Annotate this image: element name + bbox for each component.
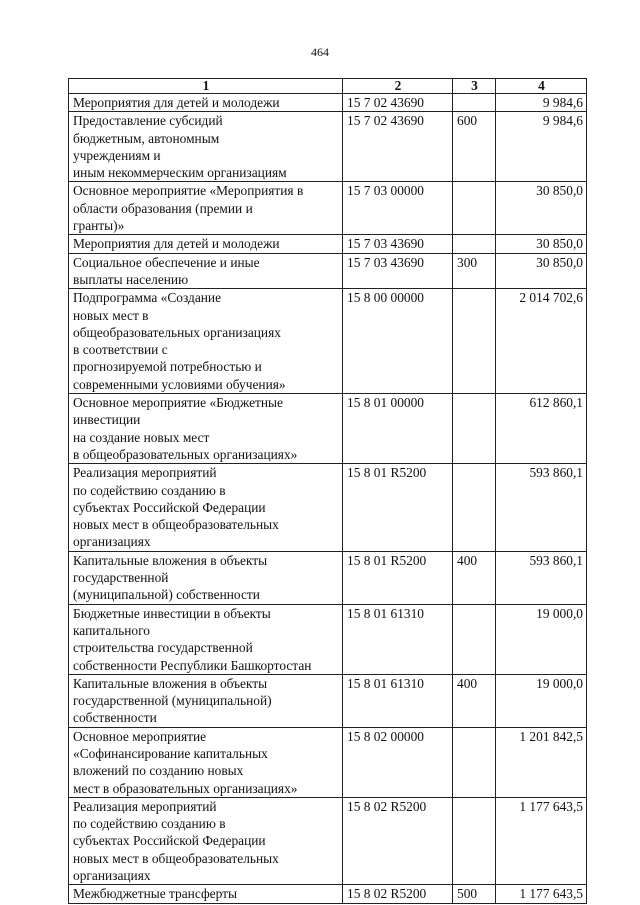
header-col-2: 2	[343, 79, 453, 94]
table-row	[69, 253, 587, 289]
table-row	[69, 551, 587, 604]
row-name: Предоставление субсидий бюджетным, автономным учреждениям и иным некоммерческим организациям	[69, 112, 343, 182]
table-row	[69, 464, 587, 551]
row-code: 15 8 01 00000	[343, 394, 453, 464]
row-name: Основное мероприятие «Бюджетные инвестиции на создание новых мест в общеобразовательных организациях»	[69, 394, 343, 464]
row-name: Бюджетные инвестиции в объекты капитального строительства государственной собственности Республики Башкортостан	[69, 604, 343, 674]
row-name: Подпрограмма «Создание новых мест в общеобразовательных организациях в соответствии с прогнозируемой потребностью и современными условиями обучения»	[69, 289, 343, 394]
row-sum: 30 850,0	[496, 253, 587, 289]
row-sum: 30 850,0	[496, 235, 587, 253]
header-col-3: 3	[453, 79, 496, 94]
row-kind	[453, 797, 496, 884]
table-body	[69, 94, 587, 904]
row-kind: 600	[453, 112, 496, 182]
row-code: 15 7 02 43690	[343, 112, 453, 182]
row-code: 15 8 01 R5200	[343, 464, 453, 551]
row-sum: 1 201 842,5	[496, 727, 587, 797]
table-row	[69, 394, 587, 464]
row-sum: 593 860,1	[496, 464, 587, 551]
row-code: 15 8 01 61310	[343, 604, 453, 674]
row-sum: 612 860,1	[496, 394, 587, 464]
row-code: 15 8 00 00000	[343, 289, 453, 394]
header-col-1: 1	[69, 79, 343, 94]
row-name: Капитальные вложения в объекты государственной (муниципальной) собственности	[69, 674, 343, 727]
row-sum: 2 014 702,6	[496, 289, 587, 394]
row-code: 15 7 03 43690	[343, 235, 453, 253]
row-code: 15 8 02 R5200	[343, 885, 453, 903]
table-row	[69, 797, 587, 884]
row-kind: 400	[453, 674, 496, 727]
table-row	[69, 885, 587, 903]
row-code: 15 7 03 43690	[343, 253, 453, 289]
row-kind	[453, 394, 496, 464]
row-kind	[453, 94, 496, 112]
row-kind	[453, 182, 496, 235]
table-row	[69, 604, 587, 674]
row-code: 15 8 01 61310	[343, 674, 453, 727]
row-kind	[453, 604, 496, 674]
header-col-4: 4	[496, 79, 587, 94]
row-sum: 19 000,0	[496, 674, 587, 727]
row-kind	[453, 464, 496, 551]
row-name: Реализация мероприятий по содействию созданию в субъектах Российской Федерации новых мест в общеобразовательных организациях	[69, 464, 343, 551]
row-sum: 30 850,0	[496, 182, 587, 235]
row-name: Мероприятия для детей и молодежи	[69, 235, 343, 253]
row-name: Социальное обеспечение и иные выплаты населению	[69, 253, 343, 289]
table-row	[69, 727, 587, 797]
row-sum: 9 984,6	[496, 94, 587, 112]
row-sum: 1 177 643,5	[496, 797, 587, 884]
row-kind	[453, 235, 496, 253]
row-kind	[453, 289, 496, 394]
row-code: 15 7 03 00000	[343, 182, 453, 235]
table-row	[69, 674, 587, 727]
row-name: Капитальные вложения в объекты государственной (муниципальной) собственности	[69, 551, 343, 604]
row-sum: 1 177 643,5	[496, 885, 587, 903]
row-name: Межбюджетные трансферты	[69, 885, 343, 903]
table-row	[69, 94, 587, 112]
row-kind: 300	[453, 253, 496, 289]
table-header-row	[69, 79, 587, 94]
table-row	[69, 235, 587, 253]
row-name: Основное мероприятие «Мероприятия в области образования (премии и гранты)»	[69, 182, 343, 235]
table-row	[69, 112, 587, 182]
page-number: 464	[311, 45, 329, 59]
table-row	[69, 289, 587, 394]
row-code: 15 7 02 43690	[343, 94, 453, 112]
row-kind: 500	[453, 885, 496, 903]
row-name: Мероприятия для детей и молодежи	[69, 94, 343, 112]
row-kind: 400	[453, 551, 496, 604]
table-row	[69, 182, 587, 235]
row-name: Реализация мероприятий по содействию созданию в субъектах Российской Федерации новых мест в общеобразовательных организациях	[69, 797, 343, 884]
row-sum: 593 860,1	[496, 551, 587, 604]
row-sum: 9 984,6	[496, 112, 587, 182]
row-code: 15 8 01 R5200	[343, 551, 453, 604]
row-kind	[453, 727, 496, 797]
budget-table	[68, 78, 587, 904]
row-code: 15 8 02 R5200	[343, 797, 453, 884]
row-code: 15 8 02 00000	[343, 727, 453, 797]
row-name: Основное мероприятие «Софинансирование капитальных вложений по созданию новых мест в образовательных организациях»	[69, 727, 343, 797]
row-sum: 19 000,0	[496, 604, 587, 674]
